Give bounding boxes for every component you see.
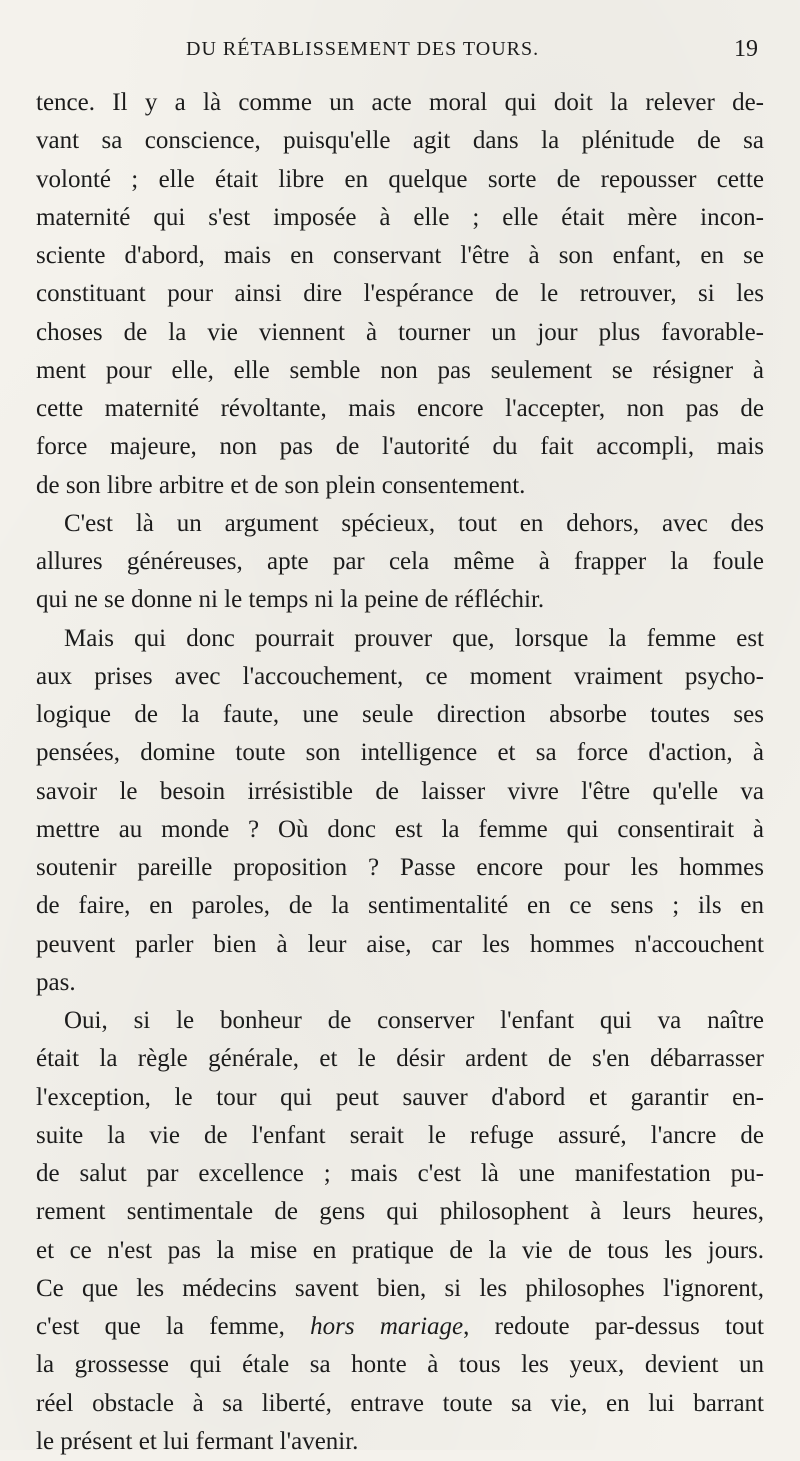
text-line: était la règle générale, et le désir ardent de s'en débarrasser — [36, 1045, 764, 1073]
text-line-with-italic — [36, 1308, 764, 1346]
text-line: pas. — [36, 968, 76, 996]
text-line: cette maternité révoltante, mais encore l'accepter, non pas de — [36, 395, 764, 422]
text-line: pensées, domine toute son intelligence et sa force d'action, à — [36, 739, 764, 767]
text-line: volonté ; elle était libre en quelque sorte de repousser cette — [36, 165, 764, 193]
body-text — [36, 84, 764, 1461]
page-header — [36, 36, 764, 70]
text-line: constituant pour ainsi dire l'espérance de le retrouver, si les — [36, 280, 764, 308]
text-line: choses de la vie viennent à tourner un jour plus favorable- — [36, 318, 764, 346]
text-line: la grossesse qui étale sa honte à tous les yeux, devient un — [36, 1351, 764, 1379]
text-line: sciente d'abord, mais en conservant l'être à son enfant, en se — [36, 242, 764, 269]
text-line: de faire, en paroles, de la sentimentalité en ce sens ; ils en — [36, 892, 764, 920]
text-fragment: c'est que la femme, — [36, 1313, 311, 1340]
italic-phrase: hors mariage — [310, 1313, 464, 1340]
running-title: DU RÉTABLISSEMENT DES TOURS. — [186, 38, 540, 60]
text-line: et ce n'est pas la mise en pratique de la vie de tous les jours. — [36, 1236, 764, 1264]
text-line: mettre au monde ? Où donc est la femme qui consentirait à — [36, 815, 764, 843]
text-line: l'exception, le tour qui peut sauver d'abord et garantir en- — [36, 1083, 764, 1111]
text-line: de salut par excellence ; mais c'est là une manifestation pu- — [36, 1160, 764, 1187]
text-line: tence. Il y a là comme un acte moral qui doit la relever de- — [36, 89, 764, 116]
text-line: ment pour elle, elle semble non pas seulement se résigner à — [36, 356, 764, 384]
text-line: C'est là un argument spécieux, tout en dehors, avec des — [64, 509, 764, 537]
text-line: suite la vie de l'enfant serait le refuge assuré, l'ancre de — [36, 1121, 764, 1149]
text-line: maternité qui s'est imposée à elle ; elle était mère incon- — [36, 203, 764, 231]
text-line: Oui, si le bonheur de conserver l'enfant qui va naître — [64, 1007, 764, 1034]
text-line: vant sa conscience, puisqu'elle agit dans la plénitude de sa — [36, 127, 764, 155]
text-line: Mais qui donc pourrait prouver que, lorsque la femme est — [64, 624, 764, 652]
text-line: savoir le besoin irrésistible de laisser vivre l'être qu'elle va — [36, 777, 764, 805]
text-line: de son libre arbitre et de son plein consentement. — [36, 471, 526, 499]
text-line: logique de la faute, une seule direction absorbe toutes ses — [36, 701, 764, 728]
text-line: Ce que les médecins savent bien, si les philosophes l'ignorent, — [36, 1274, 764, 1302]
text-line: aux prises avec l'accouchement, ce moment vraiment psycho- — [36, 662, 764, 690]
text-line: réel obstacle à sa liberté, entrave toute sa vie, en lui barrant — [36, 1389, 764, 1417]
text-line: peuvent parler bien à leur aise, car les hommes n'accouchent — [36, 930, 764, 958]
text-line: rement sentimentale de gens qui philosophent à leurs heures, — [36, 1198, 764, 1226]
text-line: force majeure, non pas de l'autorité du fait accompli, mais — [36, 433, 764, 461]
text-line: le présent et lui fermant l'avenir. — [36, 1427, 359, 1455]
text-line: allures généreuses, apte par cela même à frapper la foule — [36, 548, 764, 575]
text-line: qui ne se donne ni le temps ni la peine de réfléchir. — [36, 586, 545, 614]
text-line: soutenir pareille proposition ? Passe encore pour les hommes — [36, 854, 764, 881]
page-number: 19 — [734, 36, 758, 62]
text-fragment: , redoute par-dessus tout — [463, 1313, 764, 1340]
